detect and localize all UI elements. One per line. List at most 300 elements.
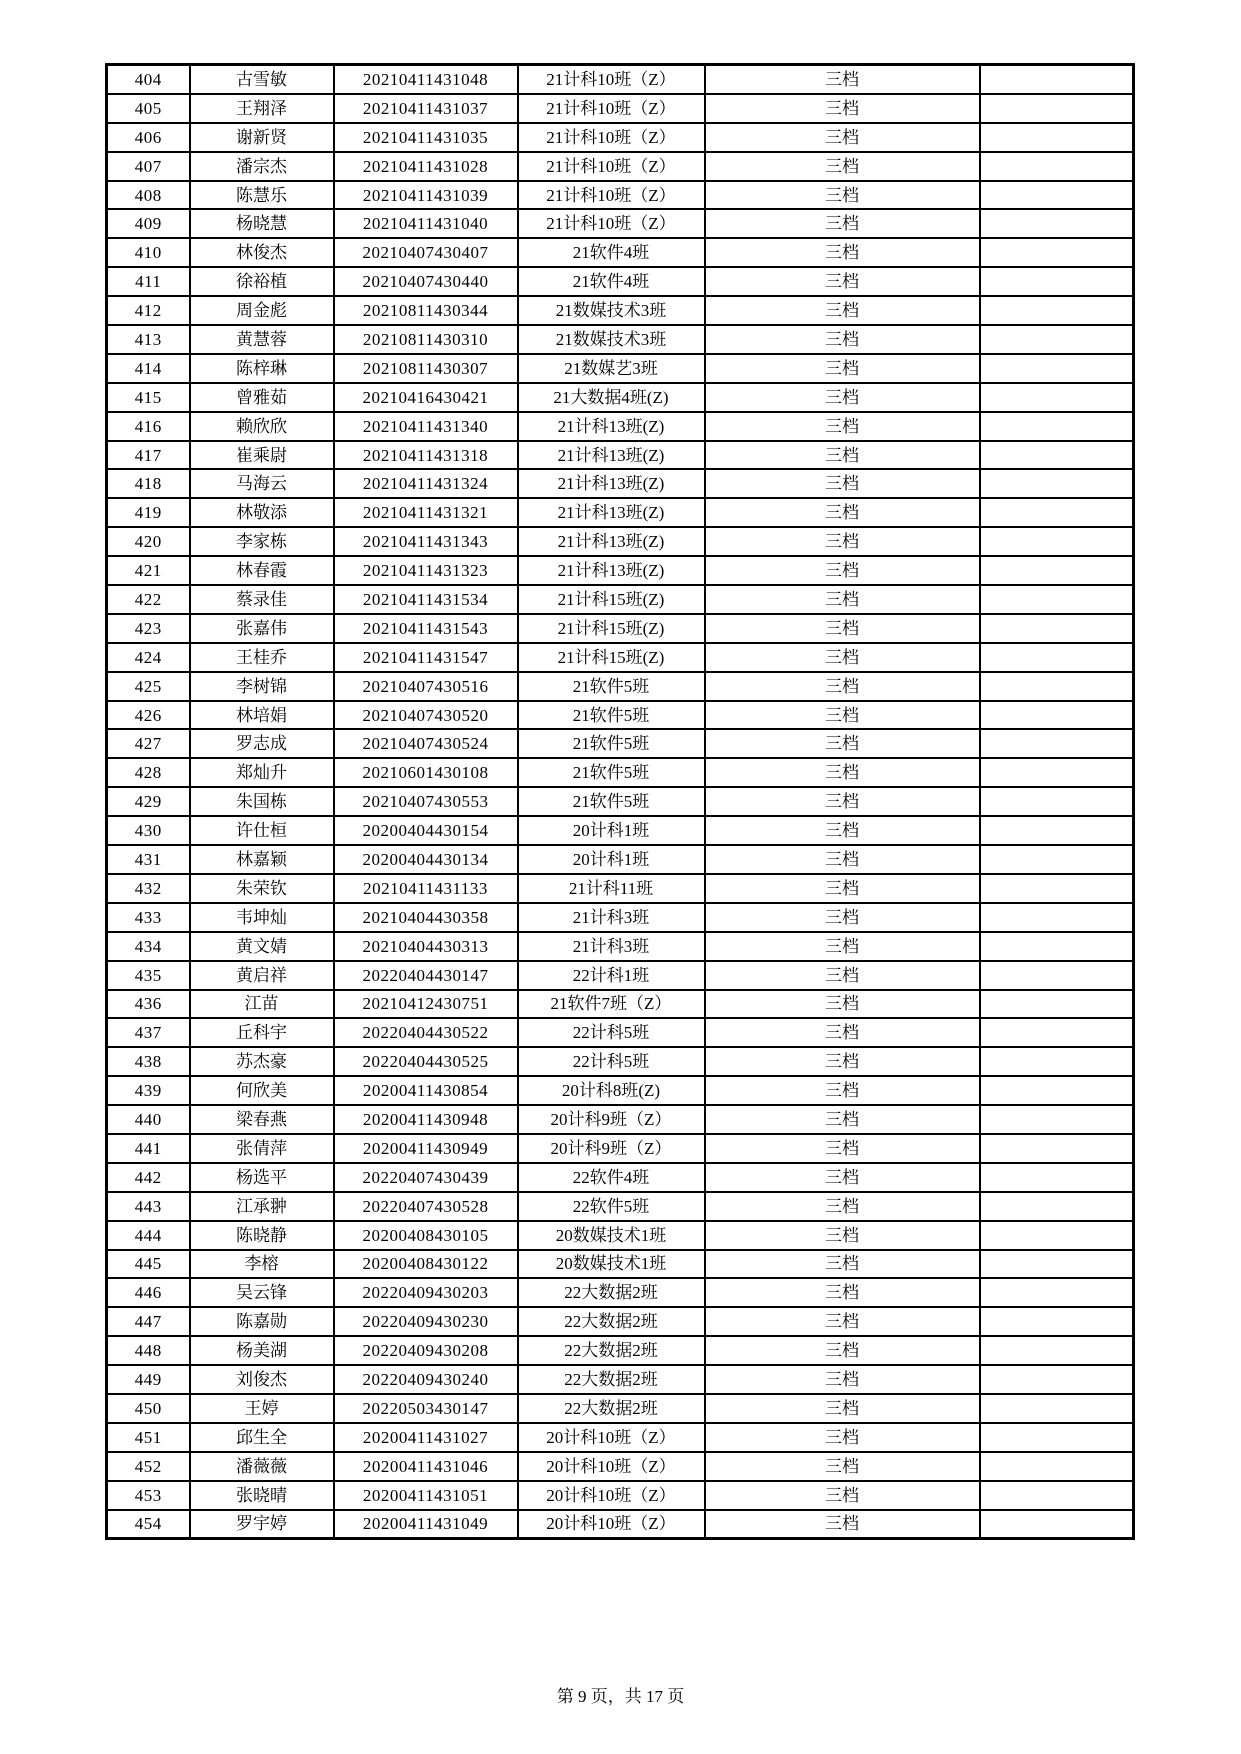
cell-row-number: 454 bbox=[107, 1510, 190, 1539]
cell-class-name: 21计科10班（Z） bbox=[518, 65, 705, 94]
cell-student-name: 韦坤灿 bbox=[190, 903, 334, 932]
cell-tier: 三档 bbox=[705, 1365, 980, 1394]
cell-class-name: 21计科3班 bbox=[518, 903, 705, 932]
table-row bbox=[107, 152, 1134, 181]
cell-tier: 三档 bbox=[705, 1336, 980, 1365]
cell-blank bbox=[980, 498, 1134, 527]
cell-student-name: 朱国栋 bbox=[190, 787, 334, 816]
cell-student-name: 林春霞 bbox=[190, 556, 334, 585]
cell-blank bbox=[980, 787, 1134, 816]
cell-blank bbox=[980, 961, 1134, 990]
table-row bbox=[107, 701, 1134, 730]
cell-tier: 三档 bbox=[705, 1192, 980, 1221]
cell-class-name: 21计科15班(Z) bbox=[518, 585, 705, 614]
cell-student-name: 丘科宇 bbox=[190, 1018, 334, 1047]
cell-tier: 三档 bbox=[705, 1076, 980, 1105]
cell-row-number: 439 bbox=[107, 1076, 190, 1105]
cell-row-number: 425 bbox=[107, 672, 190, 701]
cell-class-name: 22大数据2班 bbox=[518, 1307, 705, 1336]
cell-student-name: 张晓晴 bbox=[190, 1481, 334, 1510]
cell-blank bbox=[980, 643, 1134, 672]
cell-blank bbox=[980, 94, 1134, 123]
cell-student-id: 20220409430230 bbox=[334, 1307, 518, 1336]
cell-row-number: 407 bbox=[107, 152, 190, 181]
cell-student-id: 20200404430154 bbox=[334, 816, 518, 845]
cell-tier: 三档 bbox=[705, 990, 980, 1019]
table-row bbox=[107, 498, 1134, 527]
cell-student-name: 潘薇薇 bbox=[190, 1452, 334, 1481]
cell-student-id: 20210411431321 bbox=[334, 498, 518, 527]
cell-student-name: 陈晓静 bbox=[190, 1221, 334, 1250]
cell-class-name: 21计科15班(Z) bbox=[518, 614, 705, 643]
cell-row-number: 453 bbox=[107, 1481, 190, 1510]
table-row bbox=[107, 527, 1134, 556]
cell-student-id: 20200408430105 bbox=[334, 1221, 518, 1250]
table-row bbox=[107, 181, 1134, 210]
cell-student-name: 梁春燕 bbox=[190, 1105, 334, 1134]
cell-student-id: 20220407430528 bbox=[334, 1192, 518, 1221]
cell-class-name: 20计科10班（Z） bbox=[518, 1481, 705, 1510]
cell-row-number: 431 bbox=[107, 845, 190, 874]
cell-row-number: 436 bbox=[107, 990, 190, 1019]
cell-class-name: 21计科13班(Z) bbox=[518, 527, 705, 556]
cell-blank bbox=[980, 1336, 1134, 1365]
cell-class-name: 21软件5班 bbox=[518, 758, 705, 787]
cell-student-name: 邱生全 bbox=[190, 1423, 334, 1452]
cell-student-id: 20210411431040 bbox=[334, 209, 518, 238]
cell-tier: 三档 bbox=[705, 932, 980, 961]
cell-blank bbox=[980, 152, 1134, 181]
cell-tier: 三档 bbox=[705, 1423, 980, 1452]
cell-blank bbox=[980, 267, 1134, 296]
table-row bbox=[107, 1192, 1134, 1221]
cell-student-id: 20200411431049 bbox=[334, 1510, 518, 1539]
cell-class-name: 21软件7班（Z） bbox=[518, 990, 705, 1019]
cell-student-id: 20210404430358 bbox=[334, 903, 518, 932]
table-row bbox=[107, 1510, 1134, 1539]
cell-student-id: 20210411431534 bbox=[334, 585, 518, 614]
cell-student-id: 20210811430344 bbox=[334, 296, 518, 325]
cell-tier: 三档 bbox=[705, 123, 980, 152]
cell-student-name: 江承翀 bbox=[190, 1192, 334, 1221]
table-row bbox=[107, 1076, 1134, 1105]
cell-row-number: 427 bbox=[107, 729, 190, 758]
table-row bbox=[107, 1250, 1134, 1279]
cell-student-id: 20210411431133 bbox=[334, 874, 518, 903]
cell-row-number: 420 bbox=[107, 527, 190, 556]
cell-class-name: 21软件5班 bbox=[518, 729, 705, 758]
cell-class-name: 21软件5班 bbox=[518, 701, 705, 730]
cell-blank bbox=[980, 1481, 1134, 1510]
cell-row-number: 415 bbox=[107, 383, 190, 412]
cell-tier: 三档 bbox=[705, 1018, 980, 1047]
cell-student-id: 20220404430522 bbox=[334, 1018, 518, 1047]
cell-student-name: 林培娟 bbox=[190, 701, 334, 730]
cell-student-name: 苏杰豪 bbox=[190, 1047, 334, 1076]
cell-student-name: 林嘉颖 bbox=[190, 845, 334, 874]
cell-row-number: 447 bbox=[107, 1307, 190, 1336]
cell-student-name: 林俊杰 bbox=[190, 238, 334, 267]
cell-student-name: 赖欣欣 bbox=[190, 412, 334, 441]
cell-row-number: 422 bbox=[107, 585, 190, 614]
cell-student-id: 20210411431340 bbox=[334, 412, 518, 441]
table-row bbox=[107, 1394, 1134, 1423]
cell-blank bbox=[980, 412, 1134, 441]
cell-blank bbox=[980, 1250, 1134, 1279]
cell-blank bbox=[980, 1105, 1134, 1134]
cell-tier: 三档 bbox=[705, 209, 980, 238]
cell-row-number: 423 bbox=[107, 614, 190, 643]
cell-row-number: 451 bbox=[107, 1423, 190, 1452]
cell-tier: 三档 bbox=[705, 1452, 980, 1481]
cell-blank bbox=[980, 729, 1134, 758]
cell-student-name: 张倩萍 bbox=[190, 1134, 334, 1163]
cell-student-name: 许仕桓 bbox=[190, 816, 334, 845]
cell-tier: 三档 bbox=[705, 527, 980, 556]
cell-tier: 三档 bbox=[705, 325, 980, 354]
table-row bbox=[107, 469, 1134, 498]
cell-row-number: 448 bbox=[107, 1336, 190, 1365]
cell-student-name: 崔乘尉 bbox=[190, 441, 334, 470]
table-row bbox=[107, 990, 1134, 1019]
cell-row-number: 437 bbox=[107, 1018, 190, 1047]
cell-blank bbox=[980, 1423, 1134, 1452]
cell-tier: 三档 bbox=[705, 412, 980, 441]
cell-row-number: 450 bbox=[107, 1394, 190, 1423]
cell-student-name: 何欣美 bbox=[190, 1076, 334, 1105]
table-row bbox=[107, 412, 1134, 441]
cell-tier: 三档 bbox=[705, 1047, 980, 1076]
table-row bbox=[107, 1134, 1134, 1163]
cell-student-name: 黄慧蓉 bbox=[190, 325, 334, 354]
table-row bbox=[107, 585, 1134, 614]
cell-row-number: 411 bbox=[107, 267, 190, 296]
cell-student-id: 20210411431343 bbox=[334, 527, 518, 556]
cell-tier: 三档 bbox=[705, 383, 980, 412]
cell-tier: 三档 bbox=[705, 758, 980, 787]
cell-class-name: 21大数据4班(Z) bbox=[518, 383, 705, 412]
cell-class-name: 20计科8班(Z) bbox=[518, 1076, 705, 1105]
cell-row-number: 438 bbox=[107, 1047, 190, 1076]
cell-class-name: 20计科1班 bbox=[518, 845, 705, 874]
cell-blank bbox=[980, 585, 1134, 614]
cell-student-name: 杨美湖 bbox=[190, 1336, 334, 1365]
cell-student-name: 王翔泽 bbox=[190, 94, 334, 123]
table-row bbox=[107, 903, 1134, 932]
cell-tier: 三档 bbox=[705, 1394, 980, 1423]
cell-class-name: 21数媒艺3班 bbox=[518, 354, 705, 383]
cell-student-id: 20210411431547 bbox=[334, 643, 518, 672]
cell-student-name: 曾雅茹 bbox=[190, 383, 334, 412]
cell-student-name: 陈慧乐 bbox=[190, 181, 334, 210]
table-row bbox=[107, 758, 1134, 787]
cell-student-id: 20220503430147 bbox=[334, 1394, 518, 1423]
cell-row-number: 428 bbox=[107, 758, 190, 787]
cell-blank bbox=[980, 181, 1134, 210]
cell-student-name: 徐裕植 bbox=[190, 267, 334, 296]
cell-blank bbox=[980, 123, 1134, 152]
cell-tier: 三档 bbox=[705, 643, 980, 672]
cell-student-id: 20200411430948 bbox=[334, 1105, 518, 1134]
cell-tier: 三档 bbox=[705, 672, 980, 701]
cell-student-id: 20210407430407 bbox=[334, 238, 518, 267]
cell-blank bbox=[980, 325, 1134, 354]
cell-row-number: 430 bbox=[107, 816, 190, 845]
cell-tier: 三档 bbox=[705, 469, 980, 498]
cell-student-name: 潘宗杰 bbox=[190, 152, 334, 181]
cell-student-name: 王婷 bbox=[190, 1394, 334, 1423]
cell-tier: 三档 bbox=[705, 845, 980, 874]
cell-student-name: 黄文婧 bbox=[190, 932, 334, 961]
cell-class-name: 20计科10班（Z） bbox=[518, 1423, 705, 1452]
cell-row-number: 443 bbox=[107, 1192, 190, 1221]
cell-student-id: 20210411431323 bbox=[334, 556, 518, 585]
cell-tier: 三档 bbox=[705, 729, 980, 758]
table-row bbox=[107, 1018, 1134, 1047]
table-row bbox=[107, 556, 1134, 585]
cell-tier: 三档 bbox=[705, 498, 980, 527]
cell-row-number: 444 bbox=[107, 1221, 190, 1250]
cell-student-name: 李榕 bbox=[190, 1250, 334, 1279]
cell-tier: 三档 bbox=[705, 1105, 980, 1134]
cell-student-name: 谢新贤 bbox=[190, 123, 334, 152]
cell-tier: 三档 bbox=[705, 441, 980, 470]
cell-student-name: 吴云锋 bbox=[190, 1278, 334, 1307]
cell-blank bbox=[980, 1221, 1134, 1250]
table-row bbox=[107, 65, 1134, 94]
cell-row-number: 409 bbox=[107, 209, 190, 238]
cell-student-id: 20210407430516 bbox=[334, 672, 518, 701]
cell-student-name: 古雪敏 bbox=[190, 65, 334, 94]
cell-blank bbox=[980, 1192, 1134, 1221]
cell-class-name: 20计科10班（Z） bbox=[518, 1452, 705, 1481]
cell-blank bbox=[980, 527, 1134, 556]
cell-class-name: 22软件5班 bbox=[518, 1192, 705, 1221]
table-row bbox=[107, 1481, 1134, 1510]
cell-student-name: 杨晓慧 bbox=[190, 209, 334, 238]
table-row bbox=[107, 1365, 1134, 1394]
table-row bbox=[107, 874, 1134, 903]
table-row bbox=[107, 1307, 1134, 1336]
table-row bbox=[107, 961, 1134, 990]
table-row bbox=[107, 643, 1134, 672]
table-row bbox=[107, 729, 1134, 758]
cell-blank bbox=[980, 469, 1134, 498]
cell-tier: 三档 bbox=[705, 296, 980, 325]
cell-student-id: 20210404430313 bbox=[334, 932, 518, 961]
cell-tier: 三档 bbox=[705, 614, 980, 643]
cell-class-name: 21计科13班(Z) bbox=[518, 469, 705, 498]
table-row bbox=[107, 383, 1134, 412]
cell-blank bbox=[980, 816, 1134, 845]
cell-class-name: 22计科1班 bbox=[518, 961, 705, 990]
cell-row-number: 417 bbox=[107, 441, 190, 470]
cell-student-id: 20210416430421 bbox=[334, 383, 518, 412]
student-roster-table bbox=[105, 63, 1135, 1540]
cell-blank bbox=[980, 65, 1134, 94]
cell-student-name: 张嘉伟 bbox=[190, 614, 334, 643]
cell-tier: 三档 bbox=[705, 816, 980, 845]
cell-student-id: 20210407430520 bbox=[334, 701, 518, 730]
cell-tier: 三档 bbox=[705, 1163, 980, 1192]
cell-student-id: 20220404430147 bbox=[334, 961, 518, 990]
cell-row-number: 449 bbox=[107, 1365, 190, 1394]
cell-student-name: 刘俊杰 bbox=[190, 1365, 334, 1394]
cell-tier: 三档 bbox=[705, 181, 980, 210]
cell-class-name: 22大数据2班 bbox=[518, 1336, 705, 1365]
table-row bbox=[107, 816, 1134, 845]
cell-tier: 三档 bbox=[705, 1510, 980, 1539]
cell-blank bbox=[980, 1047, 1134, 1076]
cell-blank bbox=[980, 354, 1134, 383]
cell-student-id: 20220409430208 bbox=[334, 1336, 518, 1365]
cell-class-name: 21数媒技术3班 bbox=[518, 296, 705, 325]
cell-student-name: 蔡录佳 bbox=[190, 585, 334, 614]
cell-blank bbox=[980, 296, 1134, 325]
table-row bbox=[107, 1221, 1134, 1250]
cell-class-name: 21计科13班(Z) bbox=[518, 556, 705, 585]
cell-row-number: 446 bbox=[107, 1278, 190, 1307]
cell-student-id: 20210601430108 bbox=[334, 758, 518, 787]
cell-row-number: 433 bbox=[107, 903, 190, 932]
page-number-footer: 第 9 页，共 17 页 bbox=[556, 1687, 685, 1706]
cell-blank bbox=[980, 556, 1134, 585]
cell-class-name: 22大数据2班 bbox=[518, 1365, 705, 1394]
cell-blank bbox=[980, 1076, 1134, 1105]
cell-blank bbox=[980, 874, 1134, 903]
cell-tier: 三档 bbox=[705, 94, 980, 123]
cell-student-id: 20210411431028 bbox=[334, 152, 518, 181]
cell-class-name: 21软件5班 bbox=[518, 672, 705, 701]
cell-tier: 三档 bbox=[705, 238, 980, 267]
cell-blank bbox=[980, 1510, 1134, 1539]
cell-row-number: 418 bbox=[107, 469, 190, 498]
cell-class-name: 21计科10班（Z） bbox=[518, 123, 705, 152]
cell-row-number: 410 bbox=[107, 238, 190, 267]
cell-class-name: 20数媒技术1班 bbox=[518, 1221, 705, 1250]
cell-student-id: 20210811430307 bbox=[334, 354, 518, 383]
cell-blank bbox=[980, 672, 1134, 701]
cell-blank bbox=[980, 1134, 1134, 1163]
cell-student-name: 罗志成 bbox=[190, 729, 334, 758]
cell-row-number: 435 bbox=[107, 961, 190, 990]
cell-blank bbox=[980, 1018, 1134, 1047]
cell-student-name: 郑灿升 bbox=[190, 758, 334, 787]
table-row bbox=[107, 354, 1134, 383]
cell-tier: 三档 bbox=[705, 1307, 980, 1336]
cell-row-number: 413 bbox=[107, 325, 190, 354]
cell-blank bbox=[980, 441, 1134, 470]
cell-blank bbox=[980, 1307, 1134, 1336]
table-row bbox=[107, 932, 1134, 961]
cell-class-name: 21计科10班（Z） bbox=[518, 94, 705, 123]
cell-blank bbox=[980, 614, 1134, 643]
cell-class-name: 21计科3班 bbox=[518, 932, 705, 961]
cell-class-name: 22大数据2班 bbox=[518, 1394, 705, 1423]
cell-student-name: 李家栋 bbox=[190, 527, 334, 556]
cell-class-name: 20计科9班（Z） bbox=[518, 1134, 705, 1163]
table-row bbox=[107, 1047, 1134, 1076]
cell-student-id: 20200411430949 bbox=[334, 1134, 518, 1163]
cell-student-id: 20210811430310 bbox=[334, 325, 518, 354]
cell-blank bbox=[980, 238, 1134, 267]
cell-student-id: 20220409430203 bbox=[334, 1278, 518, 1307]
table-row bbox=[107, 94, 1134, 123]
cell-student-name: 陈梓琳 bbox=[190, 354, 334, 383]
table-row bbox=[107, 787, 1134, 816]
cell-tier: 三档 bbox=[705, 874, 980, 903]
cell-tier: 三档 bbox=[705, 1250, 980, 1279]
cell-row-number: 429 bbox=[107, 787, 190, 816]
cell-tier: 三档 bbox=[705, 701, 980, 730]
cell-student-id: 20220404430525 bbox=[334, 1047, 518, 1076]
table-row bbox=[107, 1105, 1134, 1134]
cell-student-id: 20200411430854 bbox=[334, 1076, 518, 1105]
table-row bbox=[107, 1452, 1134, 1481]
cell-class-name: 21计科10班（Z） bbox=[518, 209, 705, 238]
cell-row-number: 426 bbox=[107, 701, 190, 730]
table-row bbox=[107, 325, 1134, 354]
table-row bbox=[107, 267, 1134, 296]
cell-row-number: 434 bbox=[107, 932, 190, 961]
table-row bbox=[107, 1423, 1134, 1452]
cell-student-id: 20210411431035 bbox=[334, 123, 518, 152]
cell-class-name: 21计科13班(Z) bbox=[518, 441, 705, 470]
cell-student-id: 20220409430240 bbox=[334, 1365, 518, 1394]
cell-student-id: 20200404430134 bbox=[334, 845, 518, 874]
cell-row-number: 406 bbox=[107, 123, 190, 152]
cell-student-id: 20210407430440 bbox=[334, 267, 518, 296]
cell-class-name: 21计科10班（Z） bbox=[518, 152, 705, 181]
table-row bbox=[107, 845, 1134, 874]
cell-row-number: 419 bbox=[107, 498, 190, 527]
cell-tier: 三档 bbox=[705, 1481, 980, 1510]
cell-student-id: 20210411431318 bbox=[334, 441, 518, 470]
cell-class-name: 21软件4班 bbox=[518, 238, 705, 267]
table-row bbox=[107, 614, 1134, 643]
cell-student-id: 20210407430553 bbox=[334, 787, 518, 816]
cell-student-name: 罗宇婷 bbox=[190, 1510, 334, 1539]
table-row bbox=[107, 672, 1134, 701]
cell-blank bbox=[980, 758, 1134, 787]
cell-student-name: 陈嘉勋 bbox=[190, 1307, 334, 1336]
cell-blank bbox=[980, 1394, 1134, 1423]
cell-student-id: 20210407430524 bbox=[334, 729, 518, 758]
cell-tier: 三档 bbox=[705, 903, 980, 932]
cell-tier: 三档 bbox=[705, 1221, 980, 1250]
cell-class-name: 22大数据2班 bbox=[518, 1278, 705, 1307]
cell-student-id: 20210411431039 bbox=[334, 181, 518, 210]
cell-row-number: 432 bbox=[107, 874, 190, 903]
cell-student-id: 20200408430122 bbox=[334, 1250, 518, 1279]
cell-tier: 三档 bbox=[705, 1278, 980, 1307]
cell-blank bbox=[980, 209, 1134, 238]
cell-student-name: 江苗 bbox=[190, 990, 334, 1019]
cell-row-number: 445 bbox=[107, 1250, 190, 1279]
cell-tier: 三档 bbox=[705, 267, 980, 296]
cell-student-name: 马海云 bbox=[190, 469, 334, 498]
cell-student-id: 20200411431046 bbox=[334, 1452, 518, 1481]
cell-row-number: 440 bbox=[107, 1105, 190, 1134]
cell-row-number: 408 bbox=[107, 181, 190, 210]
cell-row-number: 404 bbox=[107, 65, 190, 94]
cell-student-name: 朱荣钦 bbox=[190, 874, 334, 903]
cell-student-name: 李树锦 bbox=[190, 672, 334, 701]
cell-student-id: 20210411431048 bbox=[334, 65, 518, 94]
cell-tier: 三档 bbox=[705, 556, 980, 585]
cell-class-name: 20计科10班（Z） bbox=[518, 1510, 705, 1539]
table-row bbox=[107, 123, 1134, 152]
